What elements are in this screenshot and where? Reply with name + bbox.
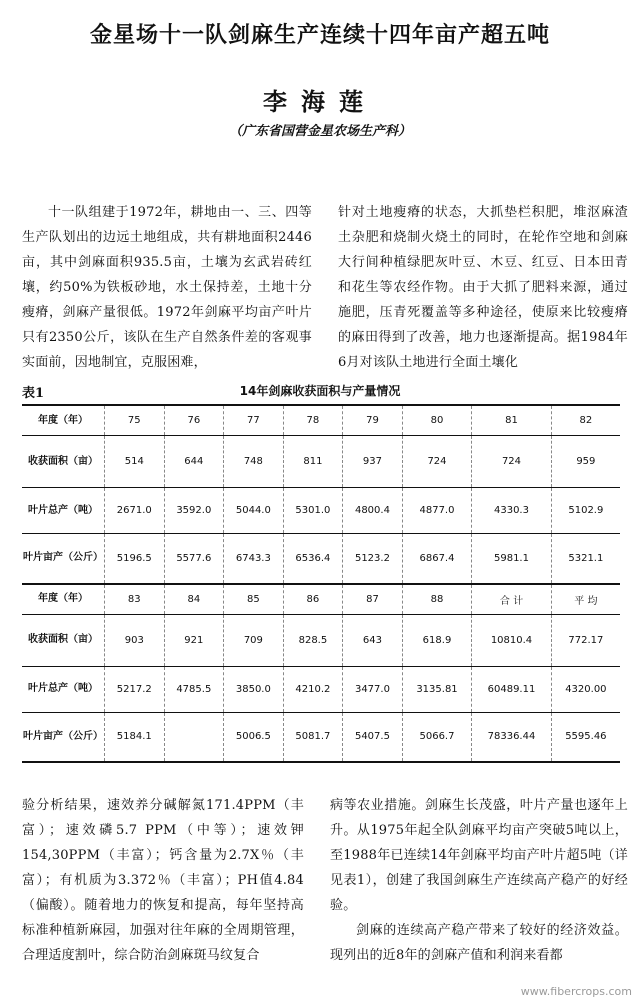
table-header-cell: 76 <box>164 405 224 436</box>
table-label: 表1 <box>22 386 45 401</box>
table-row-label: 叶片亩产（公斤） <box>22 534 105 584</box>
table-row-label: 叶片总产（吨） <box>22 666 105 712</box>
table-cell: 772.17 <box>551 614 620 666</box>
table-header-cell: 80 <box>402 405 472 436</box>
table-cell: 514 <box>105 436 165 488</box>
table-cell: 724 <box>472 436 551 488</box>
table-header-cell: 83 <box>105 584 165 615</box>
table-cell: 618.9 <box>402 614 472 666</box>
table-header-cell: 86 <box>283 584 343 615</box>
table-title: 14年剑麻收获面积与产量情况 <box>239 384 401 398</box>
table-cell: 5595.46 <box>551 712 620 762</box>
body-text-top-right: 针对土地瘦瘠的状态，大抓垫栏积肥，堆沤麻渣土杂肥和烧制火烧土的同时，在轮作空地和剑麻大行间种植绿肥灰叶豆、木豆、红豆、日本田青和花生等农经作物。由于大抓了肥料来源，通过施肥，压青死覆盖等多种途径，使原来比较瘦瘠的麻田得到了改善，地力也逐渐提高。据1984年6月对该队土地进行全面土壤化 <box>338 205 628 370</box>
table-cell: 921 <box>164 614 224 666</box>
table-row <box>22 712 620 762</box>
table-cell: 724 <box>402 436 472 488</box>
table-cell: 828.5 <box>283 614 343 666</box>
table-cell: 5217.2 <box>105 666 165 712</box>
article-author: 李海莲 <box>263 87 377 116</box>
table-header-row <box>22 405 620 436</box>
table-cell: 3135.81 <box>402 666 472 712</box>
table-cell: 5301.0 <box>283 488 343 534</box>
table-cell: 4320.00 <box>551 666 620 712</box>
table-header-cell: 88 <box>402 584 472 615</box>
table-cell: 6743.3 <box>224 534 284 584</box>
table-cell: 4330.3 <box>472 488 551 534</box>
table-cell: 5196.5 <box>105 534 165 584</box>
table-cell: 10810.4 <box>472 614 551 666</box>
table-cell: 5081.7 <box>283 712 343 762</box>
table-header-row <box>22 584 620 615</box>
table-header-cell: 平 均 <box>551 584 620 615</box>
body-text-bottom-left: 验分析结果，速效养分碱解氮171.4PPM（丰富）；速效磷5.7 PPM（中等）；速效钾154,30PPM（丰富）；钙含量为2.7X％（丰富）；有机质为3.372％（丰富）；PH值4.84（偏酸）。随着地力的恢复和提高，每年坚持高标准种植新麻园，加强对往年麻的全周期管理，合理适度割叶，综合防治剑麻斑马纹复合 <box>22 798 304 963</box>
table-cell: 5184.1 <box>105 712 165 762</box>
table-cell: 4210.2 <box>283 666 343 712</box>
table-header-cell: 82 <box>551 405 620 436</box>
harvest-table <box>22 404 620 763</box>
table-cell: 5066.7 <box>402 712 472 762</box>
watermark: www.fibercrops.com <box>520 985 632 998</box>
table-row <box>22 614 620 666</box>
table-cell: 5577.6 <box>164 534 224 584</box>
table-row-label: 年度（年） <box>22 405 105 436</box>
table-cell: 3477.0 <box>343 666 403 712</box>
table-row-label: 叶片总产（吨） <box>22 488 105 534</box>
body-text-top-left: 十一队组建于1972年，耕地由一、三、四等生产队划出的边远土地组成，共有耕地面积2446亩，其中剑麻面积935.5亩，土壤为玄武岩砖红壤，约50%为铁板砂地，水土保持差，土地十分瘦瘠，剑麻产量很低。1972年剑麻平均亩产叶片只有2350公斤，该队在生产自然条件差的客观事实面前，因地制宜，克服困难， <box>22 205 312 370</box>
article-title: 金星场十一队剑麻生产连续十四年亩产超五吨 <box>89 23 550 48</box>
table-cell: 643 <box>343 614 403 666</box>
table-row <box>22 534 620 584</box>
table-header-cell: 84 <box>164 584 224 615</box>
table-row <box>22 666 620 712</box>
table-cell: 4800.4 <box>343 488 403 534</box>
table-header-cell: 81 <box>472 405 551 436</box>
body-paragraph: 病等农业措施。剑麻生长茂盛，叶片产量也逐年上升。从1975年起全队剑麻平均亩产突破5吨以上，至1988年已连续14年剑麻平均亩产叶片超5吨（详见表1），创建了我国剑麻生产连续高产稳产的好经验。 <box>330 798 628 913</box>
table-header-cell: 85 <box>224 584 284 615</box>
table-header-cell: 77 <box>224 405 284 436</box>
table-header-cell: 78 <box>283 405 343 436</box>
table-row-label: 叶片亩产（公斤） <box>22 712 105 762</box>
table-header-cell: 79 <box>343 405 403 436</box>
table-cell: 5006.5 <box>224 712 284 762</box>
table-cell: 3592.0 <box>164 488 224 534</box>
table-cell: 937 <box>343 436 403 488</box>
table-cell: 5044.0 <box>224 488 284 534</box>
table-row <box>22 436 620 488</box>
table-row-label: 收获面积（亩） <box>28 455 98 467</box>
table-cell: 4785.5 <box>164 666 224 712</box>
table-row-label: 收获面积（亩） <box>28 634 98 645</box>
table-cell: 4877.0 <box>402 488 472 534</box>
table-cell: 5321.1 <box>551 534 620 584</box>
table-cell: 6536.4 <box>283 534 343 584</box>
table-cell: 2671.0 <box>105 488 165 534</box>
table-cell: 6867.4 <box>402 534 472 584</box>
table-cell: 811 <box>283 436 343 488</box>
body-text-bottom-right <box>330 793 628 968</box>
article-affiliation: （广东省国营金星农场生产科） <box>228 124 411 139</box>
table-cell: 959 <box>551 436 620 488</box>
table-row <box>22 488 620 534</box>
table-cell: 5123.2 <box>343 534 403 584</box>
table-cell: 748 <box>224 436 284 488</box>
table-row-label: 年度（年） <box>22 584 105 615</box>
body-paragraph: 剑麻的连续高产稳产带来了较好的经济效益。现列出的近8年的剑麻产值和利润来看都 <box>330 923 628 963</box>
table-cell: 78336.44 <box>472 712 551 762</box>
table-cell: 709 <box>224 614 284 666</box>
table-cell: 5981.1 <box>472 534 551 584</box>
table-cell: 60489.11 <box>472 666 551 712</box>
table-cell: 644 <box>164 436 224 488</box>
table-header-cell: 合 计 <box>472 584 551 615</box>
table-cell: 5102.9 <box>551 488 620 534</box>
table-header-cell: 87 <box>343 584 403 615</box>
table-cell: 903 <box>105 614 165 666</box>
table-cell: 5407.5 <box>343 712 403 762</box>
table-cell: 3850.0 <box>224 666 284 712</box>
table-header-cell: 75 <box>105 405 165 436</box>
table-cell <box>164 712 224 762</box>
